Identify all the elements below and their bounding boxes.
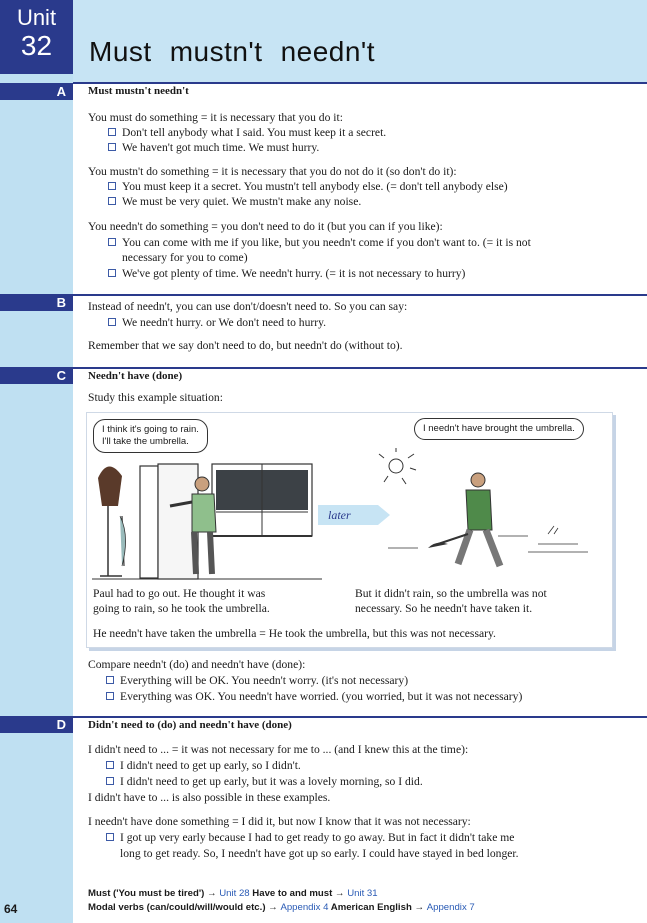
d-example-3a-cont: long to get ready. So, I needn't have got up so early. I could have stayed in bed longer. <box>120 847 519 860</box>
link-appendix-4[interactable]: Appendix 4 <box>280 902 329 913</box>
speech-bubble-left: I think it's going to rain. I'll take the umbrella. <box>93 419 208 453</box>
title-neednt: needn't <box>280 36 376 67</box>
d-example-1a: I didn't need to get up early, so I didn't. <box>106 758 301 773</box>
footer-line-2: Modal verbs (can/could/will/would etc.) → Appendix 4 American English → Appendix 7 <box>88 902 475 913</box>
c-compare-a: Everything will be OK. You needn't worry. (it's not necessary) <box>106 673 408 688</box>
b-line-1: Instead of needn't, you can use don't/doesn't need to. So you can say: <box>88 300 408 313</box>
page-title <box>89 36 393 68</box>
c-compare-b: Everything was OK. You needn't have worried. (you worried, but it was not necessary) <box>106 689 522 704</box>
speech-bubble-right: I needn't have brought the umbrella. <box>414 418 584 440</box>
a-line-2: You mustn't do something = it is necessary that you do not do it (so don't do it): <box>88 165 457 178</box>
a-example-3b: We've got plenty of time. We needn't hurry. (= it is not necessary to hurry) <box>108 266 465 281</box>
section-label-d: D <box>0 716 73 733</box>
page-number: 64 <box>4 902 18 916</box>
c-line-1: Study this example situation: <box>88 391 223 404</box>
section-a-heading: Must mustn't needn't <box>88 85 189 97</box>
sidebar <box>0 0 73 923</box>
unit-label: Unit <box>16 5 57 30</box>
link-unit-31[interactable]: Unit 31 <box>347 888 378 899</box>
d-line-3: I needn't have done something = I did it, but now I know that it was not necessary: <box>88 815 471 828</box>
a-line-3: You needn't do something = you don't need to do it (but you can if you like): <box>88 220 443 233</box>
caption-right-1: But it didn't rain, so the umbrella was not <box>355 587 547 600</box>
link-unit-28[interactable]: Unit 28 <box>219 888 250 899</box>
a-example-2b: We must be very quiet. We mustn't make any noise. <box>108 194 361 209</box>
a-line-1: You must do something = it is necessary that you do it: <box>88 111 343 124</box>
section-label-b: B <box>0 294 73 311</box>
a-example-1a: Don't tell anybody what I said. You must keep it a secret. <box>108 125 386 140</box>
section-b-rule <box>73 294 647 296</box>
section-label-a: A <box>0 83 73 100</box>
a-example-3a: You can come with me if you like, but you needn't come if you don't want to. (= it is not <box>108 235 531 250</box>
unit-badge <box>0 0 73 74</box>
section-label-c: C <box>0 367 73 384</box>
a-example-3a-cont: necessary for you to come) <box>122 251 248 264</box>
d-line-2: I didn't have to ... is also possible in these examples. <box>88 791 331 804</box>
link-appendix-7[interactable]: Appendix 7 <box>426 902 475 913</box>
a-example-1b: We haven't got much time. We must hurry. <box>108 140 319 155</box>
d-example-3a: I got up very early because I had to get ready to go away. But in fact it didn't take me <box>106 830 514 845</box>
c-summary: He needn't have taken the umbrella = He took the umbrella, but this was not necessary. <box>93 627 496 640</box>
title-must: Must <box>89 36 152 67</box>
d-example-1b: I didn't need to get up early, but it was a lovely morning, so I did. <box>106 774 423 789</box>
a-example-2a: You must keep it a secret. You mustn't tell anybody else. (= don't tell anybody else) <box>108 179 508 194</box>
caption-right-2: necessary. So he needn't have taken it. <box>355 602 533 615</box>
section-d-heading: Didn't need to (do) and needn't have (done) <box>88 719 292 731</box>
later-arrow: later <box>318 505 378 525</box>
footer-line-1: Must ('You must be tired') → Unit 28 Have to and must → Unit 31 <box>88 888 378 899</box>
title-mustnt: mustn't <box>169 36 263 67</box>
section-c-heading: Needn't have (done) <box>88 370 183 382</box>
b-example-1: We needn't hurry. or We don't need to hurry. <box>108 315 326 330</box>
caption-left-1: Paul had to go out. He thought it was <box>93 587 266 600</box>
illustration-right <box>378 448 610 578</box>
header-band <box>73 0 647 82</box>
b-line-2: Remember that we say don't need to do, but needn't do (without to). <box>88 339 403 352</box>
caption-left-2: going to rain, so he took the umbrella. <box>93 602 270 615</box>
d-line-1: I didn't need to ... = it was not necessary for me to ... (and I knew this at the time): <box>88 743 469 756</box>
c-compare: Compare needn't (do) and needn't have (done): <box>88 658 306 671</box>
unit-number: 32 <box>20 30 53 61</box>
